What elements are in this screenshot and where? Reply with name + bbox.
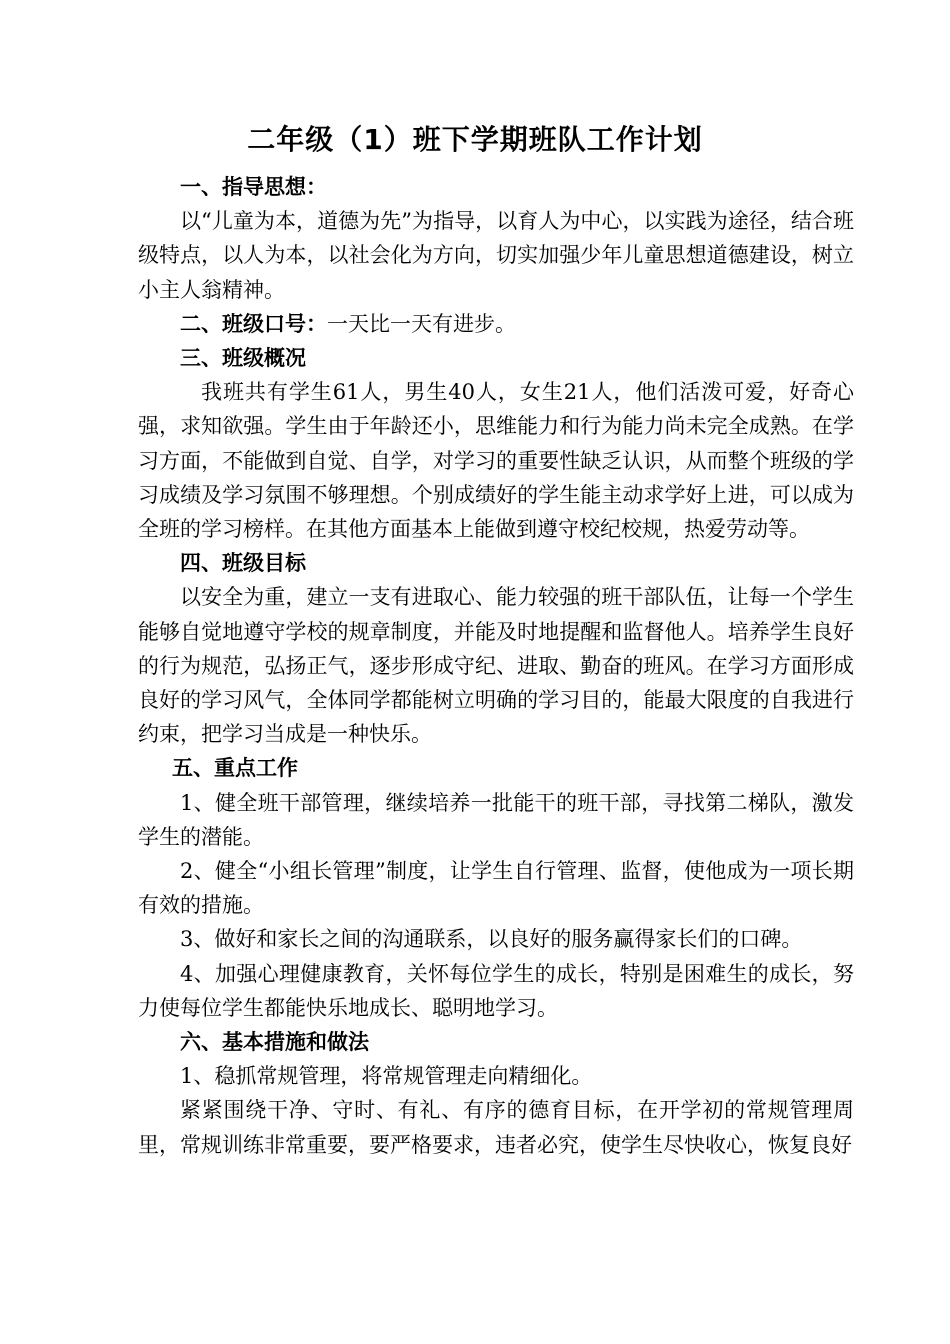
class-goals-paragraph: 以安全为重，建立一支有进取心、能力较强的班干部队伍，让每一个学生能够自觉地遵守学校的规章制度，并能及时地提醒和监督他人。培养学生良好的行为规范，弘扬正气，逐步形成守纪、进取、勤奋的班风。在学习方面形成良好的学习风气，全体同学都能树立明确的学习目的，能最大限度的自我进行约束，把学习当成是一种快乐。 <box>138 585 854 747</box>
section-heading-key-work: 五、重点工作 <box>172 756 298 781</box>
class-overview-paragraph: 我班共有学生61人，男生40人，女生21人，他们活泼可爱，好奇心强，求知欲强。学生由于年龄还小，思维能力和行为能力尚未完全成熟。在学习方面，不能做到自觉、自学，对学习的重要性缺乏认识，从而整个班级的学习成绩及学习氛围不够理想。个别成绩好的学生能主动求学好上进，可以成为全班的学习榜样。在其他方面基本上能做到遵守校纪校规，热爱劳动等。 <box>138 380 854 542</box>
document-title: 二年级（1）班下学期班队工作计划 <box>247 123 703 156</box>
key-work-item-1: 1、健全班干部管理，继续培养一批能干的班干部，寻找第二梯队，激发学生的潜能。 <box>138 790 854 849</box>
section-heading-guiding-ideology: 一、指导思想： <box>180 175 327 199</box>
key-work-item-3: 3、做好和家长之间的沟通联系，以良好的服务赢得家长们的口碑。 <box>180 927 803 952</box>
section-heading-class-slogan: 二、班级口号： <box>180 311 327 336</box>
guiding-ideology-paragraph: 以“儿童为本，道德为先”为指导，以育人为中心，以实践为途径，结合班级特点，以人为本，以社会化为方向，切实加强少年儿童思想道德建设，树立小主人翁精神。 <box>138 209 854 302</box>
key-work-item-2: 2、健全“小组长管理”制度，让学生自行管理、监督，使他成为一项长期有效的措施。 <box>138 859 854 918</box>
section-heading-class-goals: 四、班级目标 <box>180 551 306 576</box>
section-heading-measures: 六、基本措施和做法 <box>180 1030 369 1055</box>
measures-paragraph: 紧紧围绕干净、守时、有礼、有序的德育目标，在开学初的常规管理周里，常规训练非常重要，要严格要求，违者必究，使学生尽快收心，恢复良好 <box>138 1098 854 1157</box>
section-heading-class-overview: 三、班级概况 <box>180 346 306 371</box>
class-slogan-line <box>138 307 854 341</box>
measures-item-1: 1、稳抓常规管理，将常规管理走向精细化。 <box>180 1064 593 1089</box>
class-slogan-text: 一天比一天有进步。 <box>327 311 516 336</box>
key-work-item-4: 4、加强心理健康教育，关怀每位学生的成长，特别是困难生的成长，努力使每位学生都能快乐地成长、聪明地学习。 <box>138 961 854 1020</box>
document-body <box>138 170 854 1162</box>
